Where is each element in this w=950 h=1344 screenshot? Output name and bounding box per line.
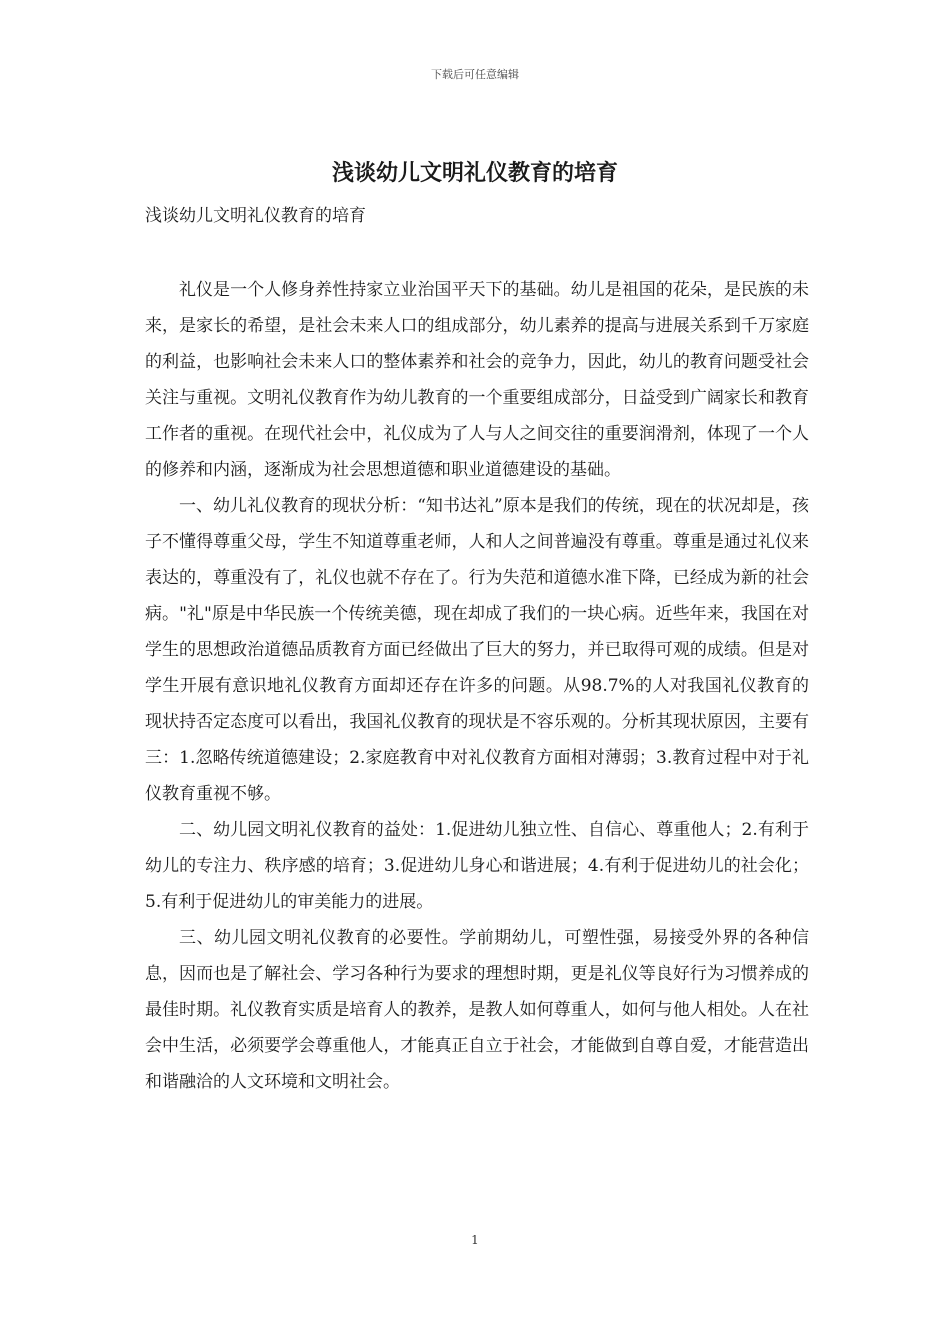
document-title: 浅谈幼儿文明礼仪教育的培育 bbox=[331, 160, 618, 186]
page-number: 1 bbox=[471, 1233, 479, 1247]
paragraph-section-1: 一、幼儿礼仪教育的现状分析：“知书达礼”原本是我们的传统，现在的状况却是，孩子不懂得尊重父母，学生不知道尊重老师，人和人之间普遍没有尊重。尊重是通过礼仪来表达的，尊重没有了，礼仪也就不存在了。行为失范和道德水准下降，已经成为新的社会病。"礼"原是中华民族一个传统美德，现在却成了我们的一块心病。近些年来，我国在对学生的思想政治道德品质教育方面已经做出了巨大的努力，并已取得可观的成绩。但是对学生开展有意识地礼仪教育方面却还存在许多的问题。从98.7%的人对我国礼仪教育的现状持否定态度可以看出，我国礼仪教育的现状是不容乐观的。分析其现状原因，主要有三：1.忽略传统道德建设；2.家庭教育中对礼仪教育方面相对薄弱；3.教育过程中对于礼仪教育重视不够。 bbox=[145, 496, 809, 804]
paragraph-section-2: 二、幼儿园文明礼仪教育的益处：1.促进幼儿独立性、自信心、尊重他人；2.有利于幼儿的专注力、秩序感的培育；3.促进幼儿身心和谐进展；4.有利于促进幼儿的社会化；5.有利于促进幼儿的审美能力的进展。 bbox=[145, 820, 809, 912]
paragraph-section-3: 三、幼儿园文明礼仪教育的必要性。学前期幼儿，可塑性强，易接受外界的各种信息，因而也是了解社会、学习各种行为要求的理想时期，更是礼仪等良好行为习惯养成的最佳时期。礼仪教育实质是培育人的教养，是教人如何尊重人，如何与他人相处。人在社会中生活，必须要学会尊重他人，才能真正自立于社会，才能做到自尊自爱，才能营造出和谐融洽的人文环境和文明社会。 bbox=[145, 928, 809, 1092]
paragraph-intro: 礼仪是一个人修身养性持家立业治国平天下的基础。幼儿是祖国的花朵，是民族的未来，是家长的希望，是社会未来人口的组成部分，幼儿素养的提高与进展关系到千万家庭的利益，也影响社会未来人口的整体素养和社会的竞争力，因此，幼儿的教育问题受社会关注与重视。文明礼仪教育作为幼儿教育的一个重要组成部分，日益受到广阔家长和教育工作者的重视。在现代社会中，礼仪成为了人与人之间交往的重要润滑剂，体现了一个人的修养和内涵，逐渐成为社会思想道德和职业道德建设的基础。 bbox=[145, 280, 809, 480]
header-note: 下载后可任意编辑 bbox=[431, 68, 519, 81]
document-subtitle: 浅谈幼儿文明礼仪教育的培育 bbox=[145, 206, 366, 226]
document-body bbox=[145, 272, 809, 1100]
